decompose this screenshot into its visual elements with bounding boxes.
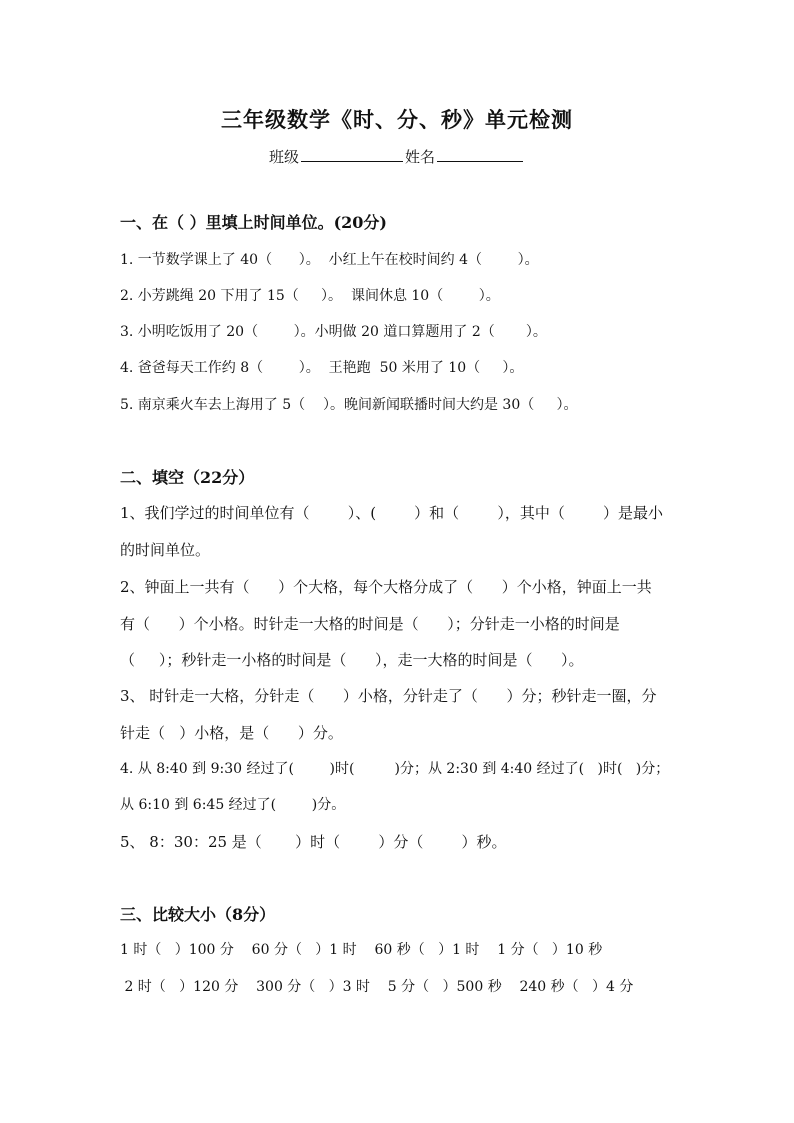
section-2-line-2: 的时间单位。 (120, 541, 211, 559)
section-1-line-3: 3. 小明吃饭用了 20（ ）。小明做 20 道口算题用了 2（ ）。 (120, 324, 547, 340)
class-blank (301, 147, 403, 162)
section-2-line-7: 针走（ ）小格，是（ ）分。 (120, 724, 343, 742)
section-2-line-6: 3、 时针走一大格，分针走（ ）小格，分针走了（ ）分；秒针走一圈，分 (120, 687, 657, 705)
section-1-line-1: 1. 一节数学课上了 40（ ）。 小红上午在校时间约 4（ ）。 (120, 252, 539, 268)
section-2-line-5: （ ）；秒针走一小格的时间是（ ），走一大格的时间是（ ）。 (120, 651, 584, 669)
section-2-line-1: 1、我们学过的时间单位有（ ）、( ）和（ ），其中（ ）是最小 (120, 504, 663, 522)
section-3-line-2: 2 时（ ）120 分 300 分（ ）3 时 5 分（ ）500 秒 240 秒（ ）4 分 (120, 979, 634, 995)
page-title: 三年级数学《时、分、秒》单元检测 (221, 107, 573, 132)
section-1-line-5: 5. 南京乘火车去上海用了 5（ ）。晚间新闻联播时间大约是 30（ ）。 (120, 397, 578, 413)
name-label: 姓名 (405, 148, 436, 166)
student-info (0, 146, 794, 167)
section-2-line-9: 从 6:10 到 6:45 经过了( )分。 (120, 797, 346, 813)
section-1-line-4: 4. 爸爸每天工作约 8（ ）。 王艳跑 50 米用了 10（ ）。 (120, 360, 524, 376)
section-3-heading: 三、比较大小（8分） (120, 905, 276, 924)
section-1-line-2: 2. 小芳跳绳 20 下用了 15（ ）。 课间休息 10（ ）。 (120, 288, 500, 304)
class-label: 班级 (268, 148, 299, 166)
section-2-line-4: 有（ ）个小格。时针走一大格的时间是（ ）；分针走一小格的时间是 (120, 615, 620, 633)
name-blank (437, 147, 523, 162)
section-2-line-3: 2、钟面上一共有（ ）个大格，每个大格分成了（ ）个小格，钟面上一共 (120, 578, 652, 596)
section-1-heading: 一、在（ ）里填上时间单位。(20分) (120, 213, 387, 232)
section-2-heading: 二、填空（22分） (120, 468, 255, 487)
section-3-line-1: 1 时（ ）100 分 60 分（ ）1 时 60 秒（ ）1 时 1 分（ ）10 秒 (120, 942, 603, 958)
section-2-line-10: 5、 8：30：25 是（ ）时（ ）分（ ）秒。 (120, 833, 507, 851)
section-2-line-8: 4. 从 8:40 到 9:30 经过了( )时( )分；从 2:30 到 4:40 经过了( )时( )分； (120, 761, 670, 777)
